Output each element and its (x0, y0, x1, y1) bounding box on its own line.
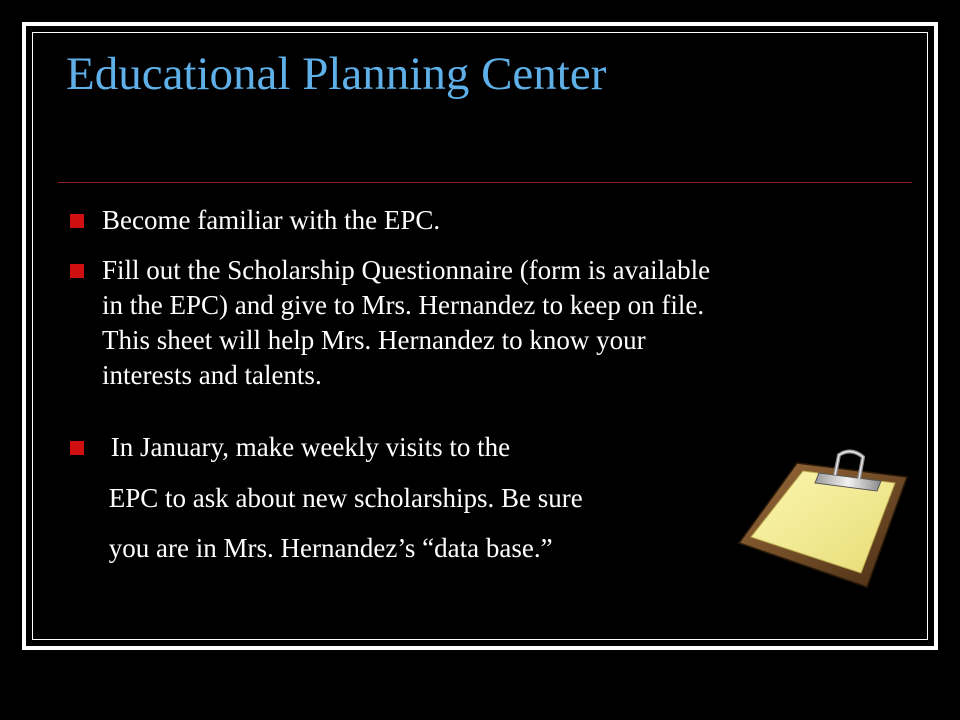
title-divider (58, 182, 912, 183)
bullet-3-line-1: In January, make weekly visits to the (104, 432, 511, 462)
bullet-3-line-2: EPC to ask about new scholarships. Be sure (102, 483, 583, 513)
bullet-2-line-1: Fill out the Scholarship Questionnaire (form is available (102, 255, 711, 285)
bullet-2-line-2: in the EPC) and give to Mrs. Hernandez to keep on file. (102, 290, 705, 320)
bullet-2-line-3: This sheet will help Mrs. Hernandez to know your (102, 325, 646, 355)
bullet-marker (70, 214, 84, 228)
clipboard-icon (735, 445, 925, 595)
bullet-marker (70, 264, 84, 278)
bullet-2-line-4: interests and talents. (102, 360, 322, 390)
bullet-3-line-3: you are in Mrs. Hernandez’s “data base.” (102, 533, 553, 563)
bullet-1-line-1: Become familiar with the EPC. (102, 205, 441, 235)
slide-title: Educational Planning Center (66, 48, 607, 100)
bullet-marker (70, 441, 84, 455)
